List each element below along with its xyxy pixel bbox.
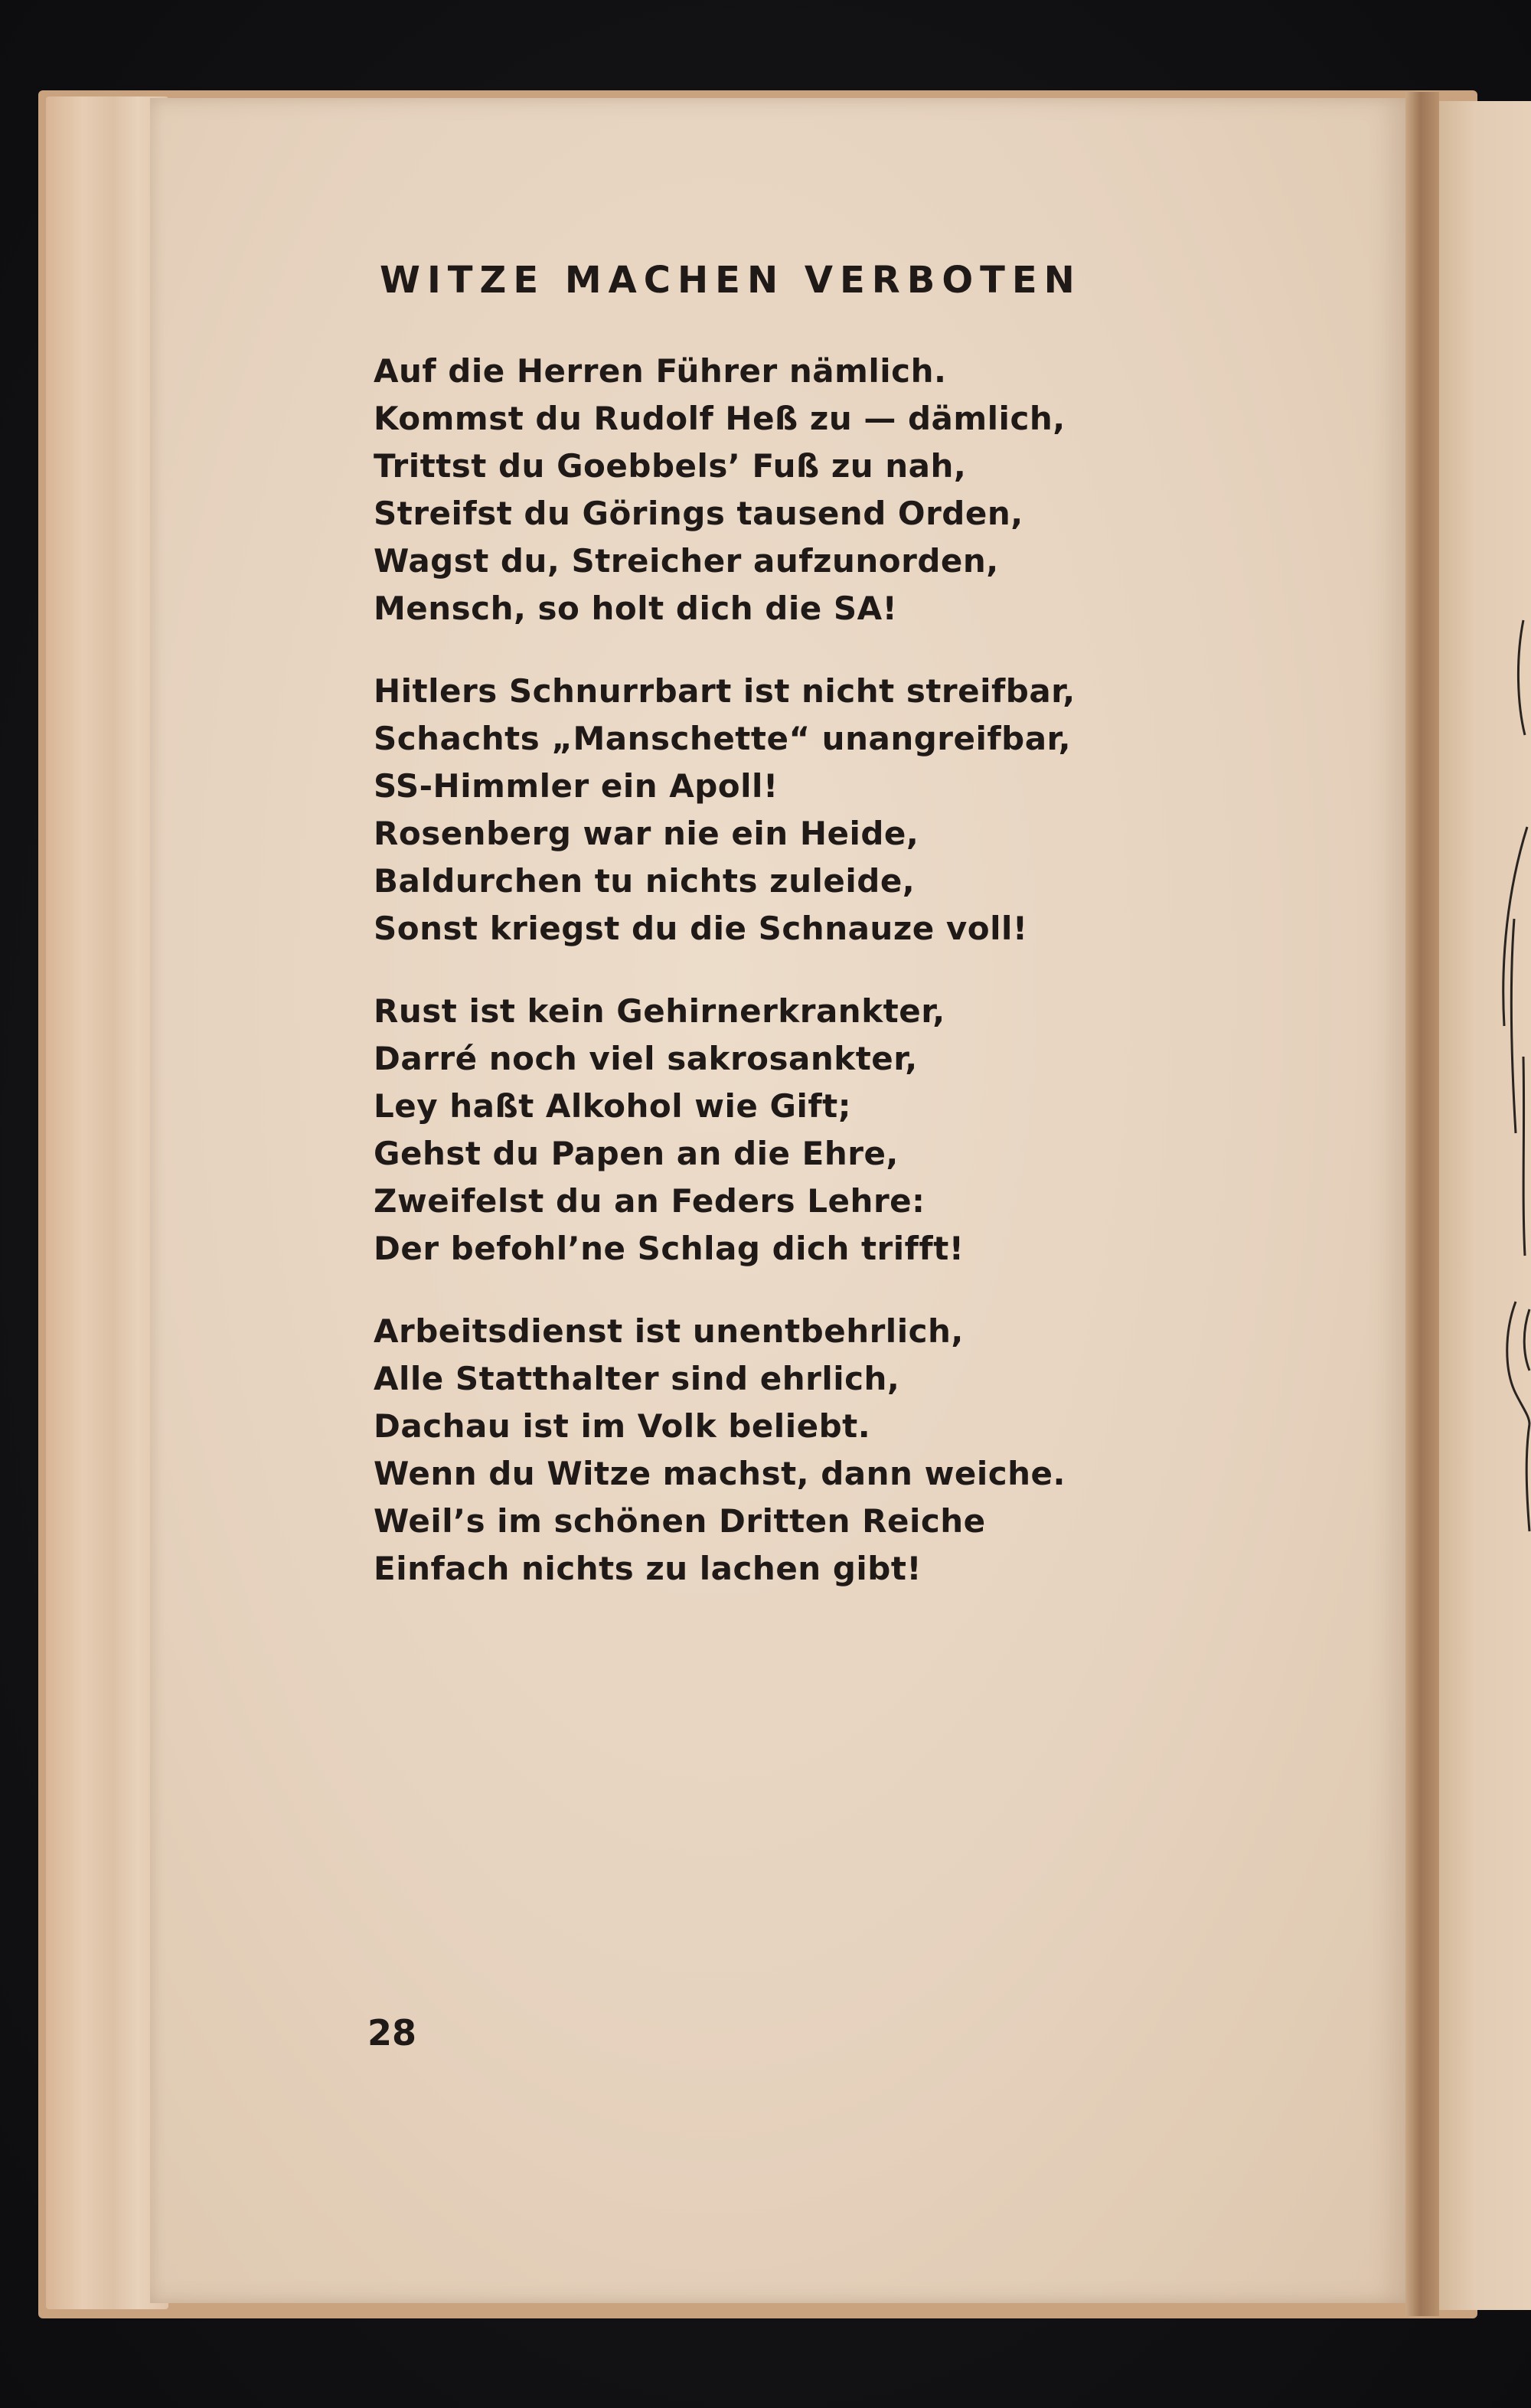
- poem-line: Der befohl’ne Schlag dich trifft!: [374, 1230, 965, 1267]
- poem-line: Arbeitsdienst ist unentbehrlich,: [374, 1312, 964, 1350]
- poem-line: Rust ist kein Gehirnerkrankter,: [374, 992, 945, 1030]
- poem-line: Schachts „Manschette“ unangreifbar,: [374, 720, 1072, 757]
- poem-line: Streifst du Görings tausend Orden,: [374, 495, 1023, 532]
- poem-line: Rosenberg war nie ein Heide,: [374, 815, 919, 852]
- stanza-3: [374, 988, 1399, 1273]
- book-spine-gutter: [1405, 92, 1439, 2316]
- facing-page-illustration: [1439, 597, 1531, 1593]
- poem-line: Dachau ist im Volk beliebt.: [374, 1407, 871, 1445]
- poem-line: Einfach nichts zu lachen gibt!: [374, 1550, 922, 1587]
- stanza-2: [374, 668, 1399, 952]
- poem-line: Gehst du Papen an die Ehre,: [374, 1135, 899, 1172]
- poem-line: Trittst du Goebbels’ Fuß zu nah,: [374, 447, 967, 485]
- poem-line: Ley haßt Alkohol wie Gift;: [374, 1087, 852, 1125]
- poem-line: Kommst du Rudolf Heß zu — dämlich,: [374, 400, 1066, 437]
- poem-line: Sonst kriegst du die Schnauze voll!: [374, 910, 1028, 947]
- poem-line: SS-Himmler ein Apoll!: [374, 767, 779, 805]
- poem-container: [374, 251, 1399, 1628]
- poem-line: Wagst du, Streicher aufzunorden,: [374, 542, 999, 580]
- stanza-1: [374, 348, 1399, 632]
- page-number: 28: [367, 2012, 417, 2053]
- poem-title: WITZE MACHEN VERBOTEN: [380, 259, 1082, 302]
- poem-line: Hitlers Schnurrbart ist nicht streifbar,: [374, 672, 1076, 710]
- poem-line: Auf die Herren Führer nämlich.: [374, 352, 947, 390]
- poem-line: Alle Statthalter sind ehrlich,: [374, 1360, 900, 1397]
- poem-line: Mensch, so holt dich die SA!: [374, 590, 898, 627]
- poem-line: Weil’s im schönen Dritten Reiche: [374, 1502, 986, 1540]
- poem-line: Baldurchen tu nichts zuleide,: [374, 862, 916, 900]
- poem-line: Wenn du Witze machst, dann weiche.: [374, 1455, 1066, 1492]
- poem-line: Darré noch viel sakrosankter,: [374, 1040, 918, 1077]
- poem-line: Zweifelst du an Feders Lehre:: [374, 1182, 925, 1220]
- stanza-4: [374, 1308, 1399, 1593]
